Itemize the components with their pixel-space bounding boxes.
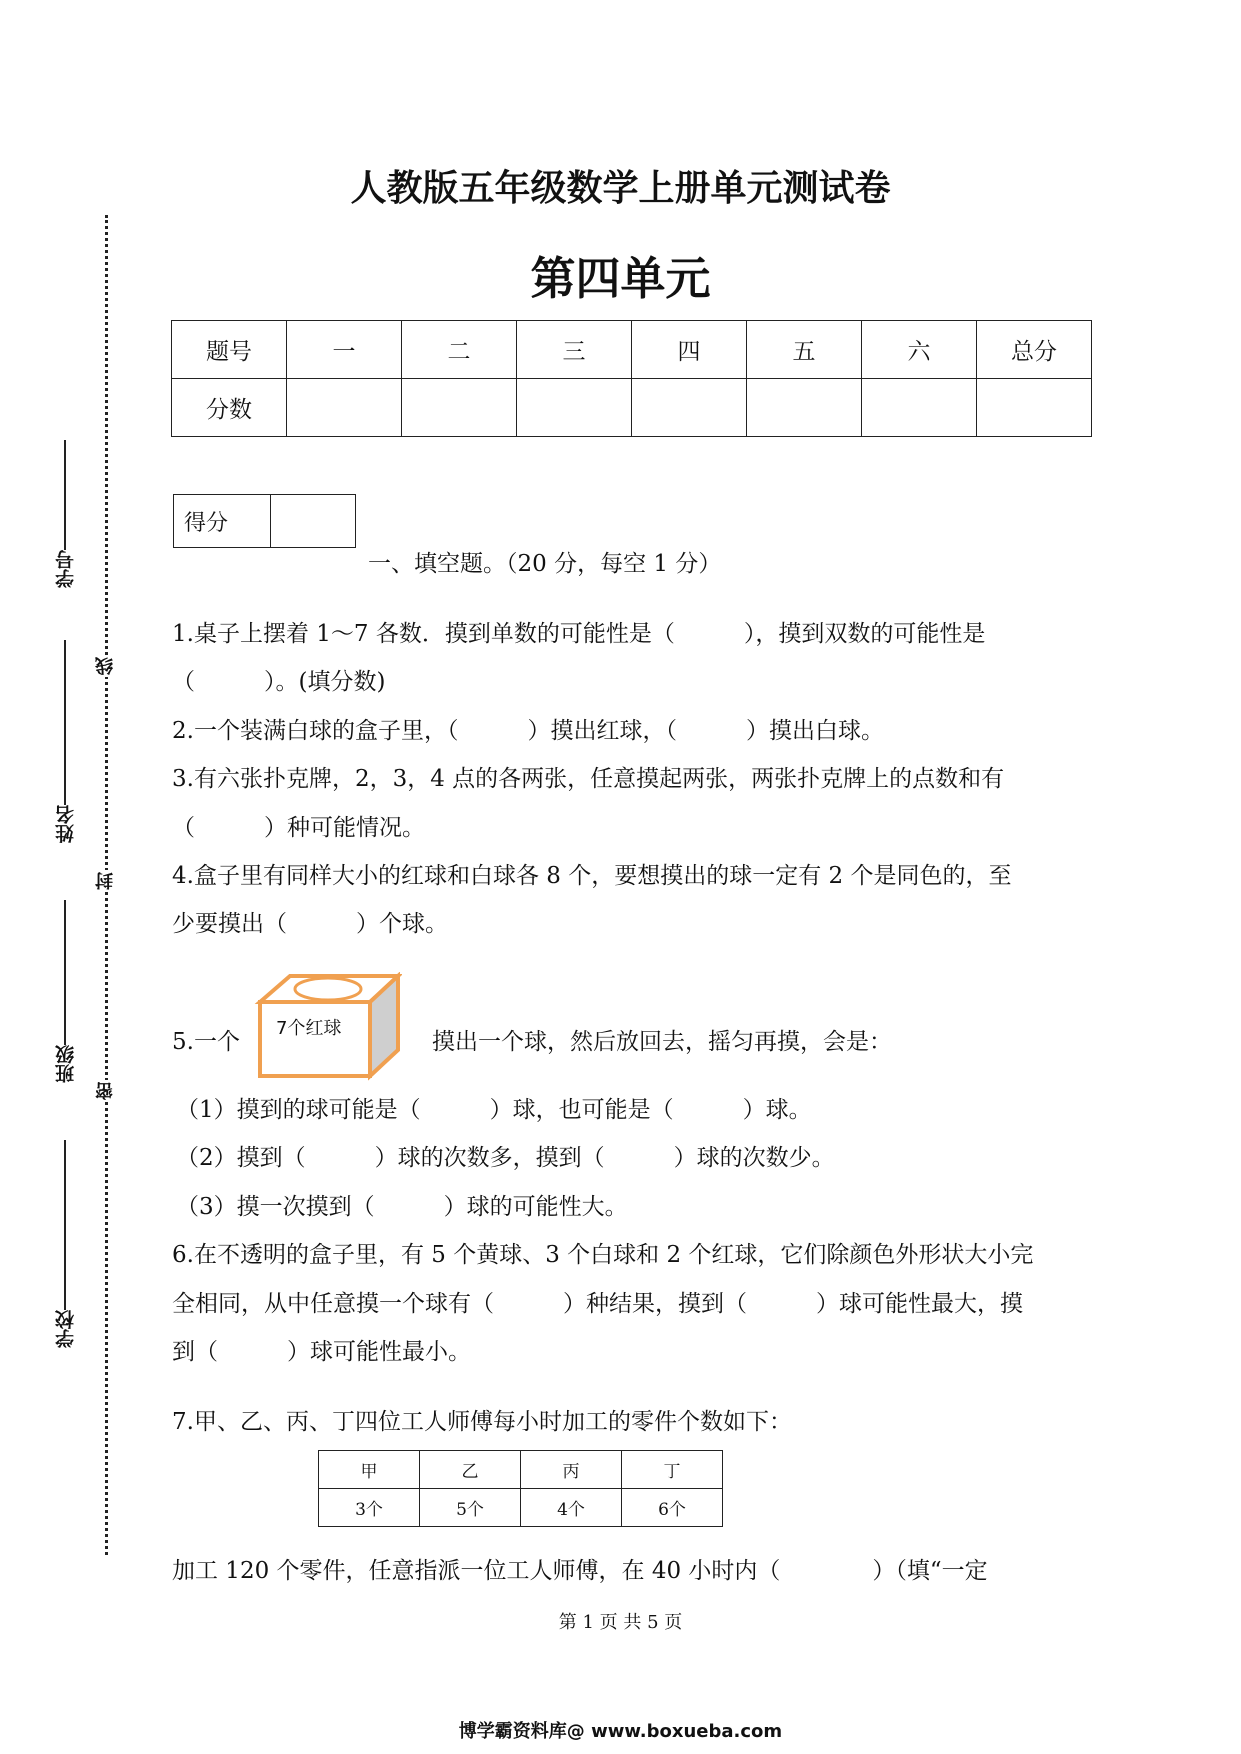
site-watermark: 博学霸资料库@ www.boxueba.com [458,1721,783,1742]
score-value-row [172,379,1092,437]
seal-char-seal: 封 [93,870,119,892]
name-field [50,640,80,843]
seal-char-line: 线 [93,655,119,677]
student-id-line [64,440,66,550]
box-label: 7个红球 [276,1018,342,1039]
section-score-box [173,494,356,548]
score-cell[interactable] [977,379,1092,437]
worker-name: 乙 [420,1451,521,1489]
question-3-line-1: 3.有六张扑克牌，2，3，4 点的各两张，任意摸起两张，两张扑克牌上的点数和有 [172,766,1005,792]
score-cell[interactable] [287,379,402,437]
question-1-line-2: （ ）。(填分数) [172,669,386,695]
question-2: 2.一个装满白球的盒子里，（ ）摸出红球，（ ）摸出白球。 [172,718,884,744]
section-heading: 一、填空题。（20 分，每空 1 分） [368,551,722,577]
worker-rate: 4个 [521,1489,622,1527]
section-score-label: 得分 [174,495,271,548]
school-line [64,1140,66,1310]
score-cell[interactable] [517,379,632,437]
worker-name: 甲 [319,1451,420,1489]
worker-rate: 6个 [622,1489,723,1527]
class-line [64,900,66,1045]
question-4-line-1: 4.盒子里有同样大小的红球和白球各 8 个，要想摸出的球一定有 2 个是同色的，至 [172,863,1012,889]
box-front [260,1002,370,1076]
unit-title: 第四单元 [530,252,711,305]
question-5-sub-2: （2）摸到（ ）球的次数多，摸到（ ）球的次数少。 [176,1145,835,1171]
workers-table [318,1450,723,1527]
student-id-label: 学号 [54,550,77,588]
score-cell[interactable] [747,379,862,437]
score-header-cell: 五 [747,321,862,379]
question-5-text: 摸出一个球，然后放回去，摇匀再摸，会是： [432,1029,892,1055]
score-cell[interactable] [862,379,977,437]
box-hole [295,978,361,1000]
score-header-cell: 一 [287,321,402,379]
question-6-line-3: 到（ ）球可能性最小。 [172,1339,471,1365]
worker-name: 丁 [622,1451,723,1489]
name-line [64,640,66,805]
question-7-line-2: 加工 120 个零件，任意指派一位工人师傅，在 40 小时内（ ）（填“一定 [172,1558,988,1584]
worker-rate: 5个 [420,1489,521,1527]
score-table [171,320,1092,437]
page-title: 人教版五年级数学上册单元测试卷 [350,168,891,209]
score-header-cell: 六 [862,321,977,379]
workers-value-row [319,1489,723,1527]
section-score-cell[interactable] [271,495,356,548]
score-header-cell: 二 [402,321,517,379]
school-label: 学校 [54,1310,77,1348]
question-5-sub-1: （1）摸到的球可能是（ ）球，也可能是（ ）球。 [176,1097,812,1123]
class-field [50,900,80,1083]
page-number: 第 1 页 共 5 页 [558,1612,683,1633]
question-1-line-1: 1.桌子上摆着 1～7 各数．摸到单数的可能性是（ ），摸到双数的可能性是 [172,621,986,647]
score-cell[interactable] [632,379,747,437]
ball-box-illustration [252,972,402,1082]
question-7-line-1: 7.甲、乙、丙、丁四位工人师傅每小时加工的零件个数如下： [172,1409,792,1435]
worker-name: 丙 [521,1451,622,1489]
score-header-cell: 四 [632,321,747,379]
workers-name-row [319,1451,723,1489]
question-5-prefix: 5.一个 [172,1029,240,1055]
question-4-line-2: 少要摸出（ ）个球。 [172,911,448,937]
question-6-line-1: 6.在不透明的盒子里，有 5 个黄球、3 个白球和 2 个红球，它们除颜色外形状大小完 [172,1242,1034,1268]
student-id-field [50,440,80,588]
seal-char-secret: 密 [93,1080,119,1102]
question-6-line-2: 全相同，从中任意摸一个球有（ ）种结果，摸到（ ）球可能性最大，摸 [172,1291,1023,1317]
score-row-label: 分数 [172,379,287,437]
name-label: 姓名 [54,805,77,843]
class-label: 班级 [54,1045,77,1083]
question-5-sub-3: （3）摸一次摸到（ ）球的可能性大。 [176,1194,628,1220]
score-header-cell: 三 [517,321,632,379]
score-header-row [172,321,1092,379]
worker-rate: 3个 [319,1489,420,1527]
score-header-cell: 题号 [172,321,287,379]
score-header-cell: 总分 [977,321,1092,379]
question-3-line-2: （ ）种可能情况。 [172,815,425,841]
score-cell[interactable] [402,379,517,437]
school-field [50,1140,80,1348]
